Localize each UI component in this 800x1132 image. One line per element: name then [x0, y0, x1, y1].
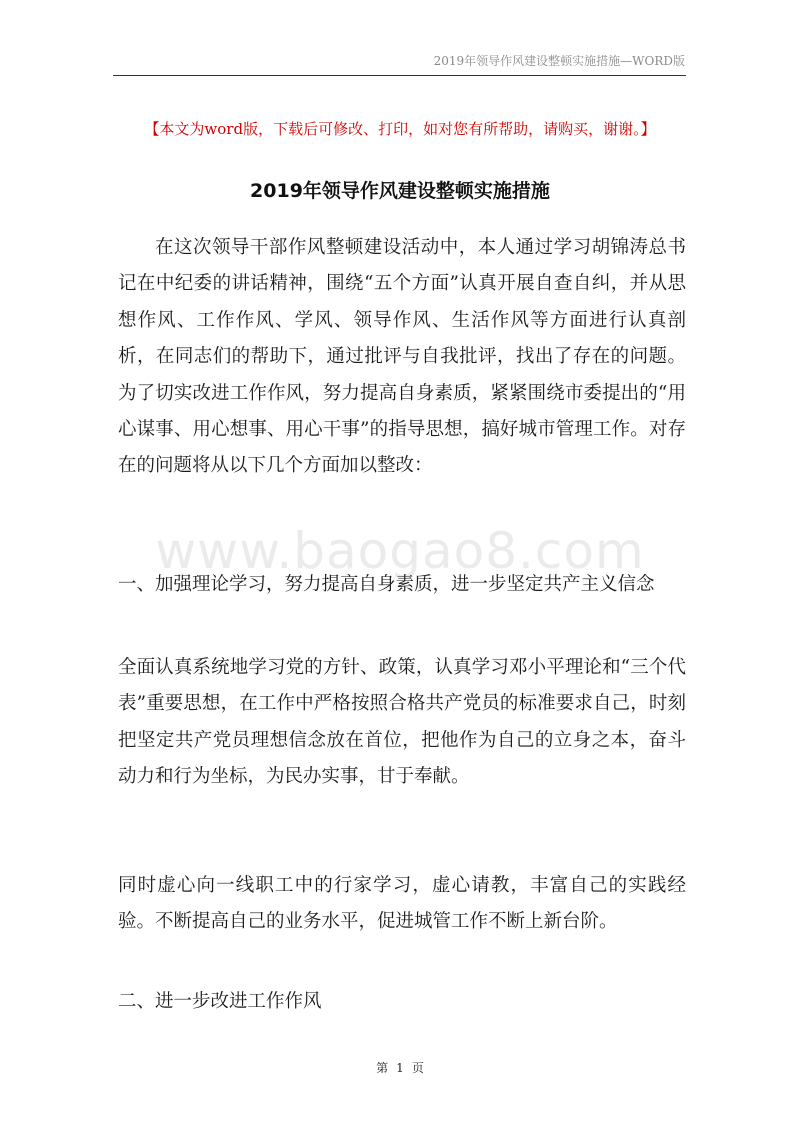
running-header: 2019年领导作风建设整顿实施措施—WORD版	[433, 54, 685, 68]
purchase-notice: 【本文为word版，下载后可修改、打印，如对您有所帮助，请购买，谢谢。】	[144, 120, 656, 138]
section-heading-1: 一、加强理论学习，努力提高自身素质，进一步坚定共产主义信念	[118, 574, 655, 595]
footer-suffix: 页	[411, 1061, 424, 1075]
document-title: 2019年领导作风建设整顿实施措施	[250, 180, 550, 202]
page-footer	[0, 1059, 800, 1076]
watermark-text: www.baogao8.com	[155, 522, 645, 580]
header-divider	[113, 75, 686, 76]
section1-paragraph-2: 同时虚心向一线职工中的行家学习，虚心请教，丰富自己的实践经验。不断提高自己的业务水平，促进城管工作不断上新台阶。	[118, 875, 686, 933]
section-heading-2: 二、进一步改进工作作风	[118, 991, 322, 1012]
page-number: 1	[396, 1061, 404, 1075]
section1-paragraph-1: 全面认真系统地学习党的方针、政策，认真学习邓小平理论和“三个代表”重要思想，在工作中严格按照合格共产党员的标准要求自己，时刻把坚定共产党员理想信念放在首位，把他作为自己的立身之本，奋斗动力和行为坐标，为民办实事，甘于奉献。	[118, 657, 686, 788]
footer-prefix: 第	[376, 1061, 389, 1075]
intro-paragraph: 在这次领导干部作风整顿建设活动中，本人通过学习胡锦涛总书记在中纪委的讲话精神，围绕“五个方面”认真开展自查自纠，并从思想作风、工作作风、学风、领导作风、生活作风等方面进行认真剖析，在同志们的帮助下，通过批评与自我批评，找出了存在的问题。为了切实改进工作作风，努力提高自身素质，紧紧围绕市委提出的“用心谋事、用心想事、用心干事”的指导思想，搞好城市管理工作。对存在的问题将从以下几个方面加以整改：	[118, 237, 686, 477]
